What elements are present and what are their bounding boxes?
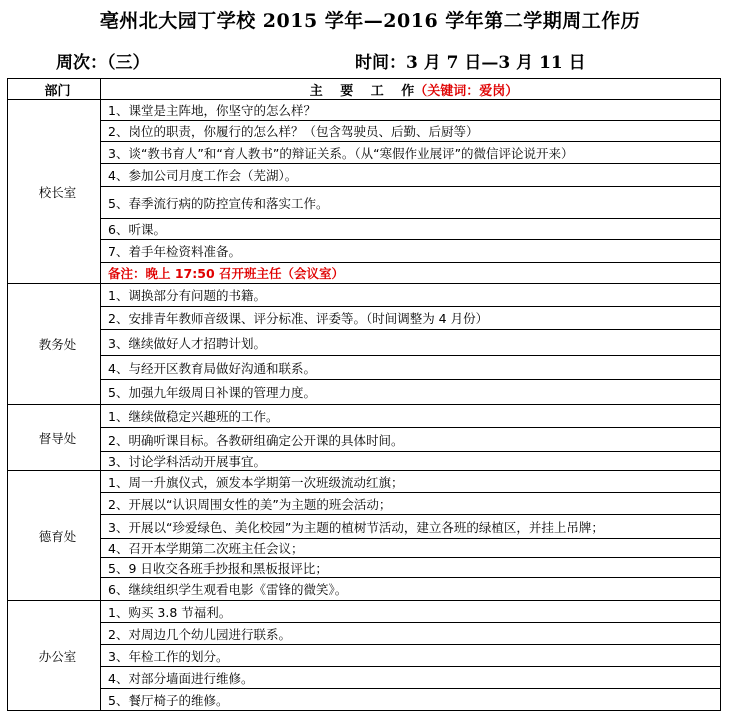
work-item: 5、春季流行病的防控宣传和落实工作。: [101, 187, 721, 219]
work-item: 1、购买 3.8 节福利。: [101, 601, 721, 623]
remark-item: 备注：晚上 17:50 召开班主任（会议室）: [101, 263, 721, 284]
department-cell: 督导处: [8, 405, 101, 471]
work-item: 2、岗位的职责，你履行的怎么样？（包含驾驶员、后勤、后厨等）: [101, 121, 721, 142]
department-cell: 教务处: [8, 284, 101, 405]
table-body: [8, 100, 721, 711]
table-row: [8, 539, 721, 558]
department-cell: 办公室: [8, 601, 101, 711]
column-header-work: [101, 79, 721, 100]
work-item: 3、年检工作的划分。: [101, 645, 721, 667]
table-row: [8, 601, 721, 623]
table-row: [8, 689, 721, 711]
table-row: [8, 623, 721, 645]
week-number: 周次：（三）: [56, 53, 150, 73]
table-row: [8, 307, 721, 330]
table-row: [8, 219, 721, 240]
table-row: [8, 356, 721, 380]
table-row: [8, 493, 721, 515]
work-item: 1、调换部分有问题的书籍。: [101, 284, 721, 307]
work-header-label: 主 要 工 作: [309, 83, 415, 99]
work-item: 5、加强九年级周日补课的管理力度。: [101, 380, 721, 405]
table-row: [8, 452, 721, 471]
table-row: [8, 284, 721, 307]
table-row: [8, 330, 721, 356]
work-item: 1、周一升旗仪式，颁发本学期第一次班级流动红旗；: [101, 471, 721, 493]
table-row: [8, 100, 721, 121]
work-item: 6、继续组织学生观看电影《雷锋的微笑》。: [101, 578, 721, 601]
table-row: [8, 515, 721, 539]
work-item: 3、继续做好人才招聘计划。: [101, 330, 721, 356]
work-item: 7、着手年检资料准备。: [101, 240, 721, 263]
work-item: 6、听课。: [101, 219, 721, 240]
table-row: [8, 558, 721, 578]
table-row: [8, 142, 721, 164]
work-item: 2、安排青年教师音级课、评分标准、评委等。（时间调整为 4 月份）: [101, 307, 721, 330]
work-item: 2、开展以“认识周围女性的美”为主题的班会活动；: [101, 493, 721, 515]
work-item: 5、9 日收交各班手抄报和黑板报评比；: [101, 558, 721, 578]
table-row: [8, 578, 721, 601]
table-row: [8, 380, 721, 405]
page-title: 亳州北大园丁学校 2015 学年—2016 学年第二学期周工作历: [99, 10, 641, 32]
table-row: [8, 667, 721, 689]
table-row: [8, 645, 721, 667]
work-item: 2、对周边几个幼儿园进行联系。: [101, 623, 721, 645]
work-item: 5、餐厅椅子的维修。: [101, 689, 721, 711]
work-item: 4、参加公司月度工作会（芜湖）。: [101, 164, 721, 187]
work-item: 3、开展以“珍爱绿色、美化校园”为主题的植树节活动，建立各班的绿植区，并挂上吊牌；: [101, 515, 721, 539]
table-row: [8, 240, 721, 263]
column-header-department: 部门: [8, 79, 101, 100]
department-cell: 校长室: [8, 100, 101, 284]
department-cell: 德育处: [8, 471, 101, 601]
date-range: 时间：3 月 7 日—3 月 11 日: [355, 53, 586, 73]
table-row: [8, 164, 721, 187]
work-item: 3、讨论学科活动开展事宜。: [101, 452, 721, 471]
table-row: [8, 263, 721, 284]
table-row: [8, 471, 721, 493]
table-header-row: [8, 79, 721, 100]
work-item: 1、课堂是主阵地，你坚守的怎么样？: [101, 100, 721, 121]
work-item: 4、对部分墙面进行维修。: [101, 667, 721, 689]
table-row: [8, 121, 721, 142]
table-row: [8, 187, 721, 219]
work-calendar-table: [7, 78, 721, 711]
work-item: 4、与经开区教育局做好沟通和联系。: [101, 356, 721, 380]
keyword-label: （关键词：爱岗）: [414, 83, 519, 99]
work-item: 3、谈“教书育人”和“育人教书”的辩证关系。（从“寒假作业展评”的微信评论说开来）: [101, 142, 721, 164]
work-item: 4、召开本学期第二次班主任会议；: [101, 539, 721, 558]
table-row: [8, 428, 721, 452]
table-row: [8, 405, 721, 428]
work-item: 2、明确听课目标。各教研组确定公开课的具体时间。: [101, 428, 721, 452]
work-item: 1、继续做稳定兴趣班的工作。: [101, 405, 721, 428]
